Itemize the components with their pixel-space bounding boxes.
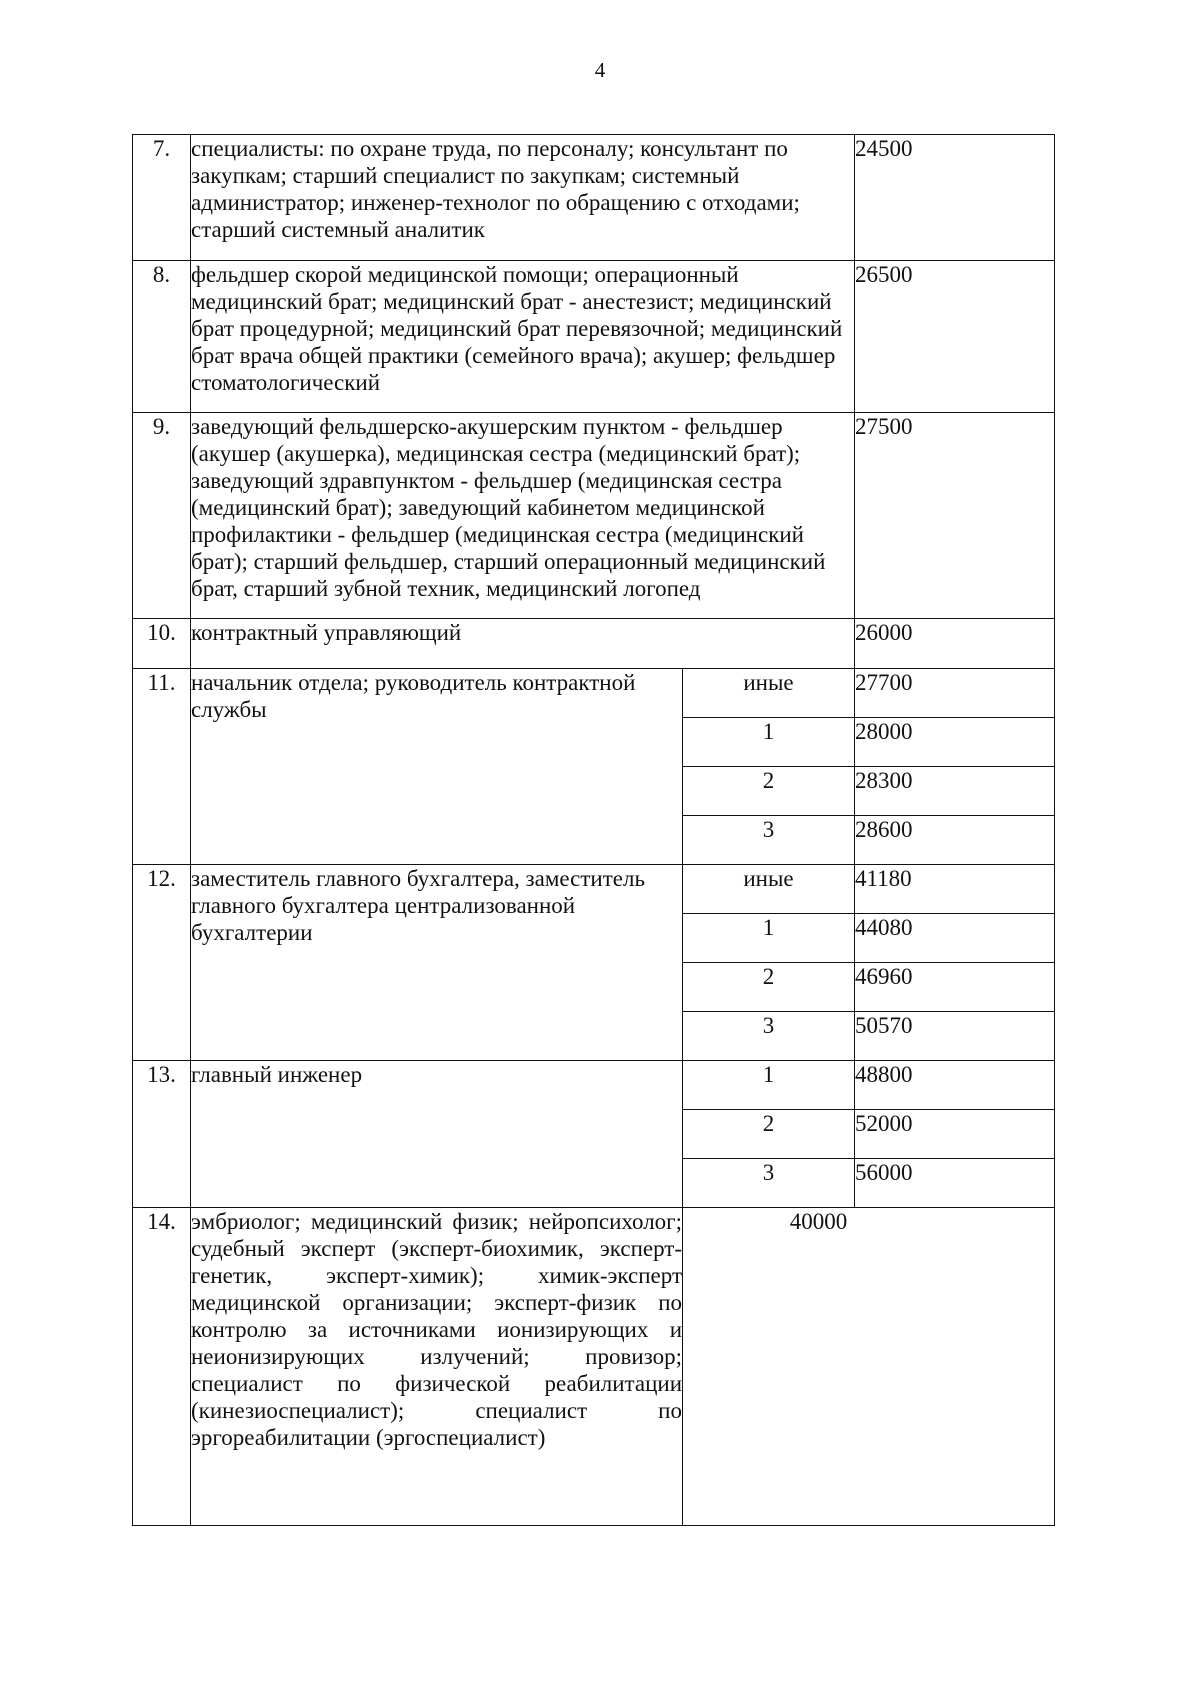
salary-value: 26000 [855,619,1055,669]
salary-value: 27500 [855,413,1055,619]
level-cell: 2 [683,767,855,816]
position-text: главный инженер [191,1061,683,1208]
level-cell: 3 [683,1012,855,1061]
position-text: заведующий фельдшерско-акушерским пунктом - фельдшер (акушер (акушерка), медицинская сестра (медицинский брат); заведующий здравпунктом - фельдшер (медицинская сестра (медицинский брат); заведующий кабинетом медицинской профилактики - фельдшер (медицинская сестра (медицинский брат); старший фельдшер, старший операционный медицинский брат, старший зубной техник, медицинский логопед [191,413,855,619]
position-text: начальник отдела; руководитель контрактной службы [191,669,683,865]
level-cell: 1 [683,718,855,767]
position-text: фельдшер скорой медицинской помощи; операционный медицинский брат; медицинский брат - анестезист; медицинский брат процедурной; медицинский брат перевязочной; медицинский брат врача общей практики (семейного врача); акушер; фельдшер стоматологический [191,261,855,413]
row-number: 12. [133,865,191,1061]
salary-value: 44080 [855,914,1055,963]
salary-value: 27700 [855,669,1055,718]
row-number: 13. [133,1061,191,1208]
table-row [133,619,1055,669]
page-number: 4 [594,58,606,82]
table-row [133,261,1055,413]
level-cell: 1 [683,914,855,963]
level-cell: 3 [683,1159,855,1208]
row-number: 7. [133,135,191,261]
level-cell: 1 [683,1061,855,1110]
salary-value: 46960 [855,963,1055,1012]
position-text: специалисты: по охране труда, по персоналу; консультант по закупкам; старший специалист по закупкам; системный администратор; инженер-технолог по обращению с отходами; старший системный аналитик [191,135,855,261]
table-row [133,669,1055,718]
row-number: 14. [133,1208,191,1526]
position-text: эмбриолог; медицинский физик; нейропсихолог; судебный эксперт (эксперт-биохимик, эксперт-генетик, эксперт-химик); химик-эксперт медицинской организации; эксперт-физик по контролю за источниками ионизирующих и неионизирующих излучений; провизор; специалист по физической реабилитации (кинезиоспециалист); специалист по эргореабилитации (эргоспециалист) [191,1208,683,1526]
row-number: 10. [133,619,191,669]
row-number: 11. [133,669,191,865]
salary-value: 28600 [855,816,1055,865]
position-text: контрактный управляющий [191,619,855,669]
salary-value: 40000 [683,1208,1055,1526]
table-row [133,1061,1055,1110]
salary-value: 28000 [855,718,1055,767]
level-cell: иные [683,669,855,718]
table-row [133,135,1055,261]
level-cell: 3 [683,816,855,865]
table-row [133,1208,1055,1526]
table-row [133,865,1055,914]
salary-value: 41180 [855,865,1055,914]
salary-value: 50570 [855,1012,1055,1061]
salary-value: 26500 [855,261,1055,413]
table-row [133,413,1055,619]
salary-value: 56000 [855,1159,1055,1208]
salary-value: 52000 [855,1110,1055,1159]
row-number: 9. [133,413,191,619]
row-number: 8. [133,261,191,413]
salary-value: 28300 [855,767,1055,816]
salary-value: 24500 [855,135,1055,261]
position-text: заместитель главного бухгалтера, заместитель главного бухгалтера централизованной бухгалтерии [191,865,683,1061]
salary-table [132,134,1055,1526]
level-cell: 2 [683,963,855,1012]
level-cell: иные [683,865,855,914]
salary-value: 48800 [855,1061,1055,1110]
level-cell: 2 [683,1110,855,1159]
